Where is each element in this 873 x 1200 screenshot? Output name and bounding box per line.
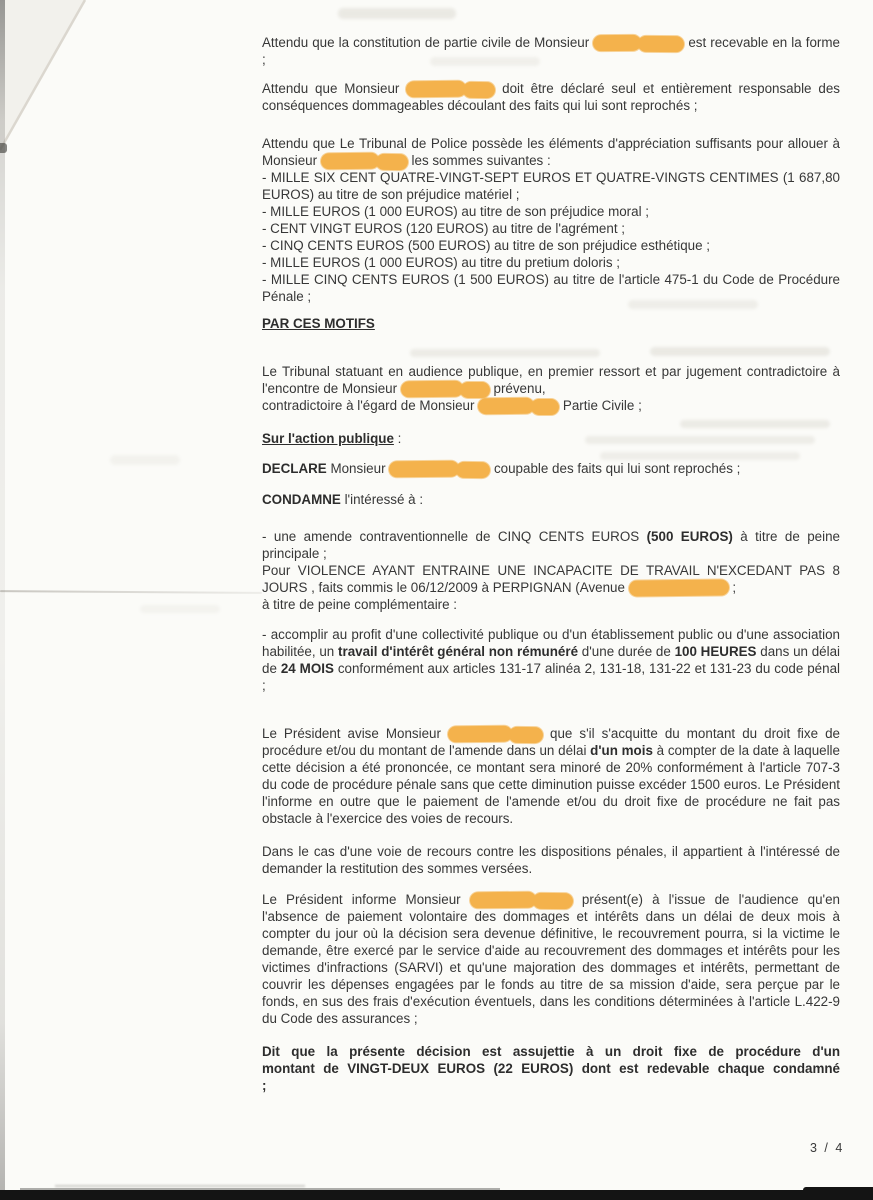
text-run: à titre de peine principale ; — [262, 529, 840, 561]
text-run: coupable des faits qui lui sont reprochés ; — [490, 461, 741, 476]
avis-president-droit-fixe — [262, 725, 840, 827]
text-run: prévenu, — [489, 381, 546, 396]
scan-bottom-bar — [0, 1190, 873, 1200]
redaction-mark — [531, 399, 559, 415]
amende-contraventionnelle — [262, 528, 840, 613]
text-run: 100 HEURES — [674, 644, 757, 659]
text-run: (500 EUROS) — [646, 529, 733, 544]
redaction-mark — [456, 462, 490, 478]
voie-de-recours — [262, 843, 840, 877]
redaction-mark — [593, 35, 641, 52]
text-run: - accomplir au profit d'une collectivité publique ou d'un établissement public ou d'une association habilitée, un — [262, 627, 840, 659]
text-run: - une amende contraventionnelle de CINQ CENTS EUROS — [262, 529, 647, 544]
condamne-interesse — [262, 491, 840, 508]
bleed-through-artifact — [338, 8, 456, 19]
text-run: DECLARE — [262, 461, 327, 476]
text-run: contradictoire à l'égard de Monsieur — [262, 398, 479, 413]
document-body — [262, 34, 840, 1094]
text-run: - MILLE EUROS (1 000 EUROS) au titre du pretium doloris ; — [262, 255, 620, 270]
text-run: dans un délai de — [262, 644, 841, 676]
text-run: - MILLE SIX CENT QUATRE-VINGT-SEPT EUROS ET QUATRE-VINGTS CENTIMES (1 687,80 EUROS) au titre de son préjudice matériel ; — [262, 170, 840, 202]
text-run: Le Président informe Monsieur — [262, 892, 470, 907]
text-run: ; — [728, 580, 737, 595]
text-run: les sommes suivantes : — [407, 153, 551, 168]
text-run: PAR CES MOTIFS — [262, 316, 375, 331]
text-run: - MILLE CINQ CENTS EUROS (1 500 EUROS) au titre de l'article 475-1 du Code de Procédure Pénale ; — [262, 272, 840, 304]
paper-crease-line — [0, 590, 262, 594]
text-run: Dans le cas d'une voie de recours contre les dispositions pénales, il appartient à l'intéressé de demander la restitution des sommes versées. — [262, 844, 840, 876]
bleed-through-artifact — [140, 605, 220, 613]
text-run: Attendu que Monsieur — [262, 81, 407, 96]
text-run: d'une durée de — [578, 644, 675, 659]
text-run: à compter de la date à laquelle cette décision a été prononcée, ce montant sera minoré de 20% conformément à l'article 707-3 du code de procédure pénale sans que cette diminution puisse excéder 1500 euros. Le Président l'informe en outre que le paiement de l'amende et/ou du droit fixe de procédure ne fait pas obstacle à l'exercice des voies de recours. — [262, 743, 840, 826]
text-run: Partie Civile ; — [559, 398, 642, 413]
redaction-mark — [463, 82, 495, 98]
scan-smudge — [55, 1185, 305, 1187]
text-run: - CINQ CENTS EUROS (500 EUROS) au titre de son préjudice esthétique ; — [262, 238, 711, 253]
redaction-mark — [401, 381, 463, 398]
text-run: travail d'intérêt général non rémunéré — [338, 644, 579, 659]
scan-edge-notch — [0, 143, 7, 153]
scan-left-edge-shadow — [0, 0, 5, 1200]
text-run: doit être déclaré seul et entièrement responsable des conséquences dommageables découlant des faits qui lui sont reprochés ; — [262, 81, 840, 113]
redaction-mark — [460, 382, 490, 398]
text-run: Monsieur — [326, 461, 390, 476]
text-run: CONDAMNE — [262, 492, 341, 507]
travail-interet-general — [262, 626, 840, 694]
text-run: : — [393, 431, 402, 446]
attendu-responsabilite — [262, 80, 840, 114]
redaction-mark — [448, 726, 512, 743]
redaction-mark — [321, 153, 379, 170]
text-run: Dit que la présente décision est assujettie à un droit fixe de procédure d'un montant de VINGT-DEUX EUROS (22 EUROS) dont est redevable chaque condamné ; — [262, 1044, 840, 1093]
text-run: est recevable en la forme ; — [262, 35, 840, 67]
text-run: Attendu que la constitution de partie civile de Monsieur — [262, 35, 594, 50]
redaction-mark — [509, 727, 543, 743]
text-run: à titre de peine complémentaire : — [262, 597, 458, 612]
tribunal-statuant — [262, 363, 840, 414]
text-run: conformément aux articles 131-17 alinéa 2, 131-18, 131-22 et 131-23 du code pénal ; — [262, 661, 840, 693]
text-run: - CENT VINGT EUROS (120 EUROS) au titre de l'agrément ; — [262, 221, 625, 236]
redaction-mark — [533, 893, 573, 909]
text-run: Le Président avise Monsieur — [262, 726, 448, 741]
redaction-mark — [406, 81, 466, 98]
text-run: l'intéressé à : — [340, 492, 424, 507]
declare-coupable — [262, 460, 840, 477]
text-run: Pour VIOLENCE AYANT ENTRAINE UNE INCAPACITE DE TRAVAIL N'EXCEDANT PAS 8 JOURS , faits commis le 06/12/2009 à PERPIGNAN (Avenue — [262, 563, 840, 595]
text-run: Le Tribunal statuant en audience publique, en premier ressort et par jugement contradictoire à l'encontre de Monsieur — [262, 364, 840, 396]
text-run: Sur l'action publique — [262, 431, 394, 446]
heading-sur-action-publique — [262, 430, 840, 447]
redaction-mark — [470, 892, 536, 909]
corner-fold-artifact — [0, 0, 120, 220]
text-run: - MILLE EUROS (1 000 EUROS) au titre de son préjudice moral ; — [262, 204, 649, 219]
heading-par-ces-motifs — [262, 315, 840, 332]
droit-fixe-procedure — [262, 1043, 840, 1094]
attendu-constitution-partie-civile — [262, 34, 840, 68]
attendu-sommes-allouees — [262, 135, 840, 305]
text-run: présent(e) à l'issue de l'audience qu'en l'absence de paiement volontaire des dommages et intérêts dans un délai de deux mois à compter du jour où la décision sera devenue définitive, le recouvrement pourra, si la victime le demande, être exercé par le service d'aide au recouvrement des dommages et intérêts pour les victimes d'infractions (SARVI) et qu'une majoration des dommages et intérêts, permettant de couvrir les dépenses engagées par le fonds au titre de sa mission d'aide, sera perçue par le fonds, en sus des frais d'exécution éventuels, dans les conditions déterminées à l'article L.422-9 du Code des assurances ; — [262, 892, 841, 1026]
redaction-mark — [638, 36, 684, 52]
page-number: 3 / 4 — [810, 1141, 845, 1155]
information-sarvi — [262, 891, 840, 1027]
redaction-mark — [376, 154, 408, 170]
text-run: que s'il s'acquitte du montant du droit fixe de procédure et/ou du montant de l'amende dans un délai — [262, 726, 840, 758]
text-run: 24 MOIS — [280, 661, 334, 676]
redaction-mark — [478, 398, 534, 415]
redaction-mark — [389, 461, 459, 478]
text-run: Attendu que Le Tribunal de Police possède les éléments d'appréciation suffisants pour allouer à Monsieur — [262, 136, 840, 168]
text-run: d'un mois — [590, 743, 653, 758]
bleed-through-artifact — [110, 455, 180, 465]
redaction-mark — [629, 579, 729, 596]
